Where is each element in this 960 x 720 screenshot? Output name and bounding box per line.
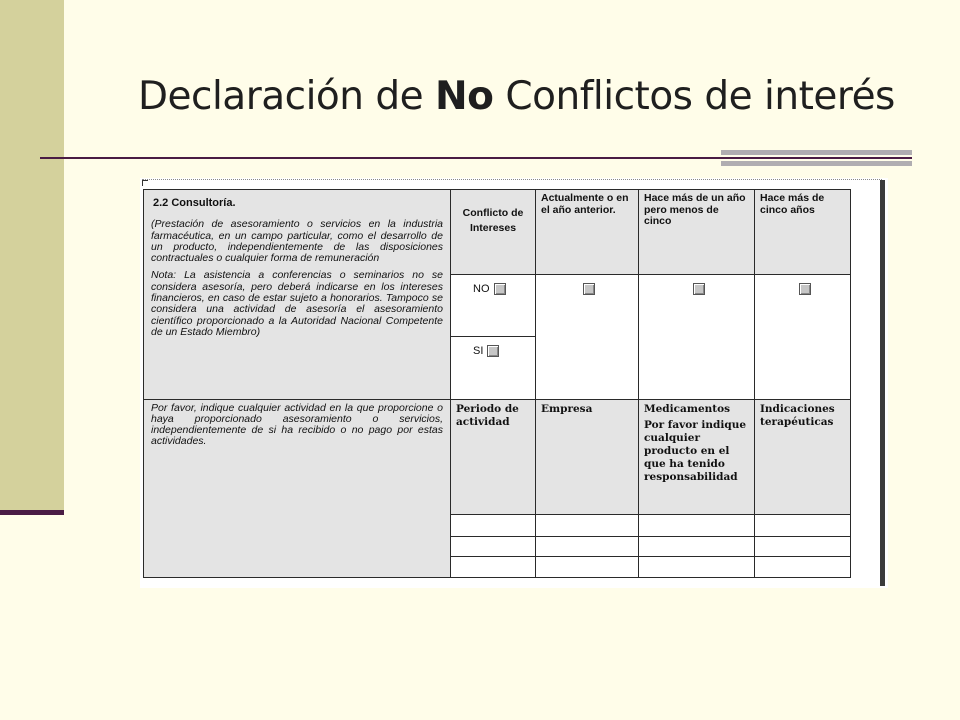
title-accent-bar-bottom [721, 161, 912, 166]
current-checkbox[interactable] [583, 283, 595, 295]
header-medicines [639, 399, 755, 515]
company-input-1[interactable] [536, 515, 639, 536]
one-to-five-checkbox[interactable] [693, 283, 705, 295]
header-period: Periodo de actividad [451, 399, 536, 515]
company-input-2[interactable] [536, 536, 639, 556]
title-part-1: Declaración de [138, 74, 436, 119]
section-description-cell [144, 190, 451, 400]
period-input-3[interactable] [451, 556, 536, 577]
si-checkbox[interactable] [487, 345, 499, 357]
medicine-input-2[interactable] [639, 536, 755, 556]
one-to-five-cell [639, 274, 755, 399]
company-input-3[interactable] [536, 556, 639, 577]
header-over-five: Hace más de cinco años [755, 190, 851, 275]
si-label: SI [473, 345, 484, 358]
no-option-cell [451, 274, 536, 336]
header-conflict: Conflicto de Intereses [451, 190, 536, 275]
title-accent-bar-top [721, 150, 912, 155]
indication-input-2[interactable] [755, 536, 851, 556]
no-checkbox[interactable] [494, 283, 506, 295]
header-medicines-title: Medicamentos [644, 402, 731, 415]
no-label: NO [473, 282, 490, 295]
medicine-input-1[interactable] [639, 515, 755, 536]
header-medicines-sub: Por favor indique cualquier producto en el que ha tenido responsabilidad [644, 418, 747, 483]
period-input-1[interactable] [451, 515, 536, 536]
scan-corner-mark [142, 180, 148, 186]
over-five-cell [755, 274, 851, 399]
side-accent-rule [0, 510, 64, 515]
period-input-2[interactable] [451, 536, 536, 556]
scan-dotted-line [142, 179, 882, 180]
instruction-text: Por favor, indique cualquier actividad en la que proporcione o haya proporcionado asesoramiento o servicios, independientemente de si ha recibido o no pago por estas actividades. [151, 401, 443, 448]
title-part-2: Conflictos de interés [493, 74, 895, 119]
title-underline [40, 157, 912, 159]
section-note: Nota: La asistencia a conferencias o seminarios no se considera asesoría, pero deberá indicarse en los intereses financieros, en caso de estar sujeto a honorarios. Tampoco se considera una actividad de asesoría el asesoramiento científico proporcionado a la Autoridad Nacional Competente de un Estado Miembro) [151, 269, 443, 338]
header-current: Actualmente o en el año anterior. [536, 190, 639, 275]
instruction-cell [144, 399, 451, 577]
header-company: Empresa [536, 399, 639, 515]
scan-right-edge [880, 180, 885, 586]
section-title: 2.2 Consultoría. [153, 197, 236, 209]
over-five-checkbox[interactable] [799, 283, 811, 295]
slide-title [138, 74, 895, 119]
indication-input-3[interactable] [755, 556, 851, 577]
current-cell [536, 274, 639, 399]
section-description: (Prestación de asesoramiento o servicios en la industria farmacéutica, en un campo particular, como el desarrollo de un producto, independientemente de las disposiciones contractuales o cualquier forma de remuneración [151, 218, 443, 265]
title-bold-word: No [435, 74, 494, 119]
header-one-to-five: Hace más de un año pero menos de cinco [639, 190, 755, 275]
si-option-cell [451, 337, 536, 399]
medicine-input-3[interactable] [639, 556, 755, 577]
consultancy-form-table [143, 189, 851, 578]
indication-input-1[interactable] [755, 515, 851, 536]
header-indications: Indicaciones terapéuticas [755, 399, 851, 515]
side-accent-bar [0, 0, 64, 512]
